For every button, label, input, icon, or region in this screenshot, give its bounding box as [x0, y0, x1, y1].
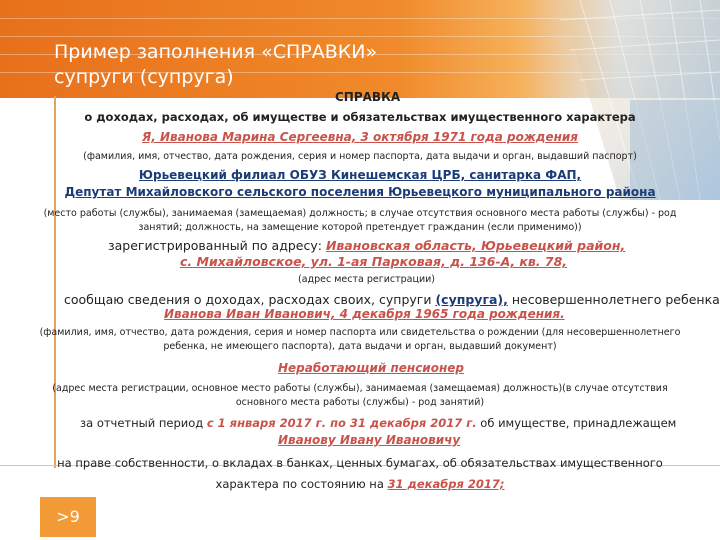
doc-subheading: о доходах, расходах, об имуществе и обязательствах имущественного характера — [84, 110, 636, 124]
spouse-caption-line-1: (фамилия, имя, отчество, дата рождения, серия и номер паспорта или свидетельства о рождении (для несовершеннолетнего — [39, 327, 681, 338]
period-prefix: за отчетный период — [80, 416, 207, 430]
report-suffix: несовершеннолетнего ребенка — [507, 292, 720, 307]
workplace-line-2: Депутат Михайловского сельского поселения Юрьевецкого муниципального района — [64, 185, 656, 199]
slide-title — [54, 40, 377, 90]
declarant-name-caption: (фамилия, имя, отчество, дата рождения, серия и номер паспорта, дата выдачи и орган, выдавший паспорт) — [83, 151, 637, 162]
rights-line-2 — [0, 473, 720, 492]
period-row — [80, 412, 676, 431]
spouse-status: Неработающий пенсионер — [278, 361, 464, 375]
spouse-name: Иванова Иван Иванович, 4 декабря 1965 года рождения. — [164, 307, 565, 321]
address-line-1: Ивановская область, Юрьевецкий район, — [325, 238, 626, 253]
workplace-line-1: Юрьевецкий филиал ОБУЗ Кинешемская ЦРБ, санитарка ФАП, — [138, 168, 582, 182]
address-prefix: зарегистрированный по адресу: — [108, 238, 326, 253]
status-caption-line-2: основного места работы (службы) - род занятий) — [235, 397, 485, 408]
rights-prefix: характера по состоянию на — [215, 477, 388, 491]
declarant-name: Я, Иванова Марина Сергеевна, 3 октября 1971 года рождения — [141, 130, 578, 144]
slide-title-line-2: супруги (супруга) — [54, 66, 234, 88]
status-caption-line-1: (адрес места регистрации, основное место работы (службы), занимаемая (замещаемая) должность)(в случае отсутствия — [52, 383, 668, 394]
address-line-2: с. Михайловское, ул. 1-ая Парковая, д. 136-А, кв. 78, — [180, 254, 568, 269]
spouse-caption-line-2: ребенка, не имеющего паспорта), дата выдачи и орган, выдавший документ) — [163, 341, 557, 352]
workplace-caption-line-2: занятий; должность, на замещение которой претендует гражданин (если применимо)) — [138, 222, 582, 233]
spouse-word: (супруга), — [435, 292, 508, 307]
address-caption: (адрес места регистрации) — [298, 274, 435, 285]
slide-title-line-1: Пример заполнения «СПРАВКИ» — [54, 41, 378, 63]
report-row — [64, 289, 720, 308]
period-value: с 1 января 2017 г. по 31 декабря 2017 г. — [206, 416, 477, 430]
page-number-badge: >9 — [40, 497, 96, 537]
report-prefix: сообщаю сведения о доходах, расходах своих, супруги — [64, 292, 436, 307]
rights-date: 31 декабря 2017; — [387, 477, 505, 491]
address-row — [108, 235, 625, 254]
workplace-caption-line-1: (место работы (службы), занимаемая (замещаемая) должность; в случае отсутствия основного места работы (службы) - род — [43, 208, 677, 219]
owner-name: Иванову Ивану Ивановичу — [278, 433, 461, 447]
rights-line-1: на праве собственности, о вкладах в банках, ценных бумагах, об обязательствах имущественного — [57, 456, 663, 470]
doc-heading: СПРАВКА — [335, 90, 401, 104]
period-suffix: об имуществе, принадлежащем — [476, 416, 677, 430]
